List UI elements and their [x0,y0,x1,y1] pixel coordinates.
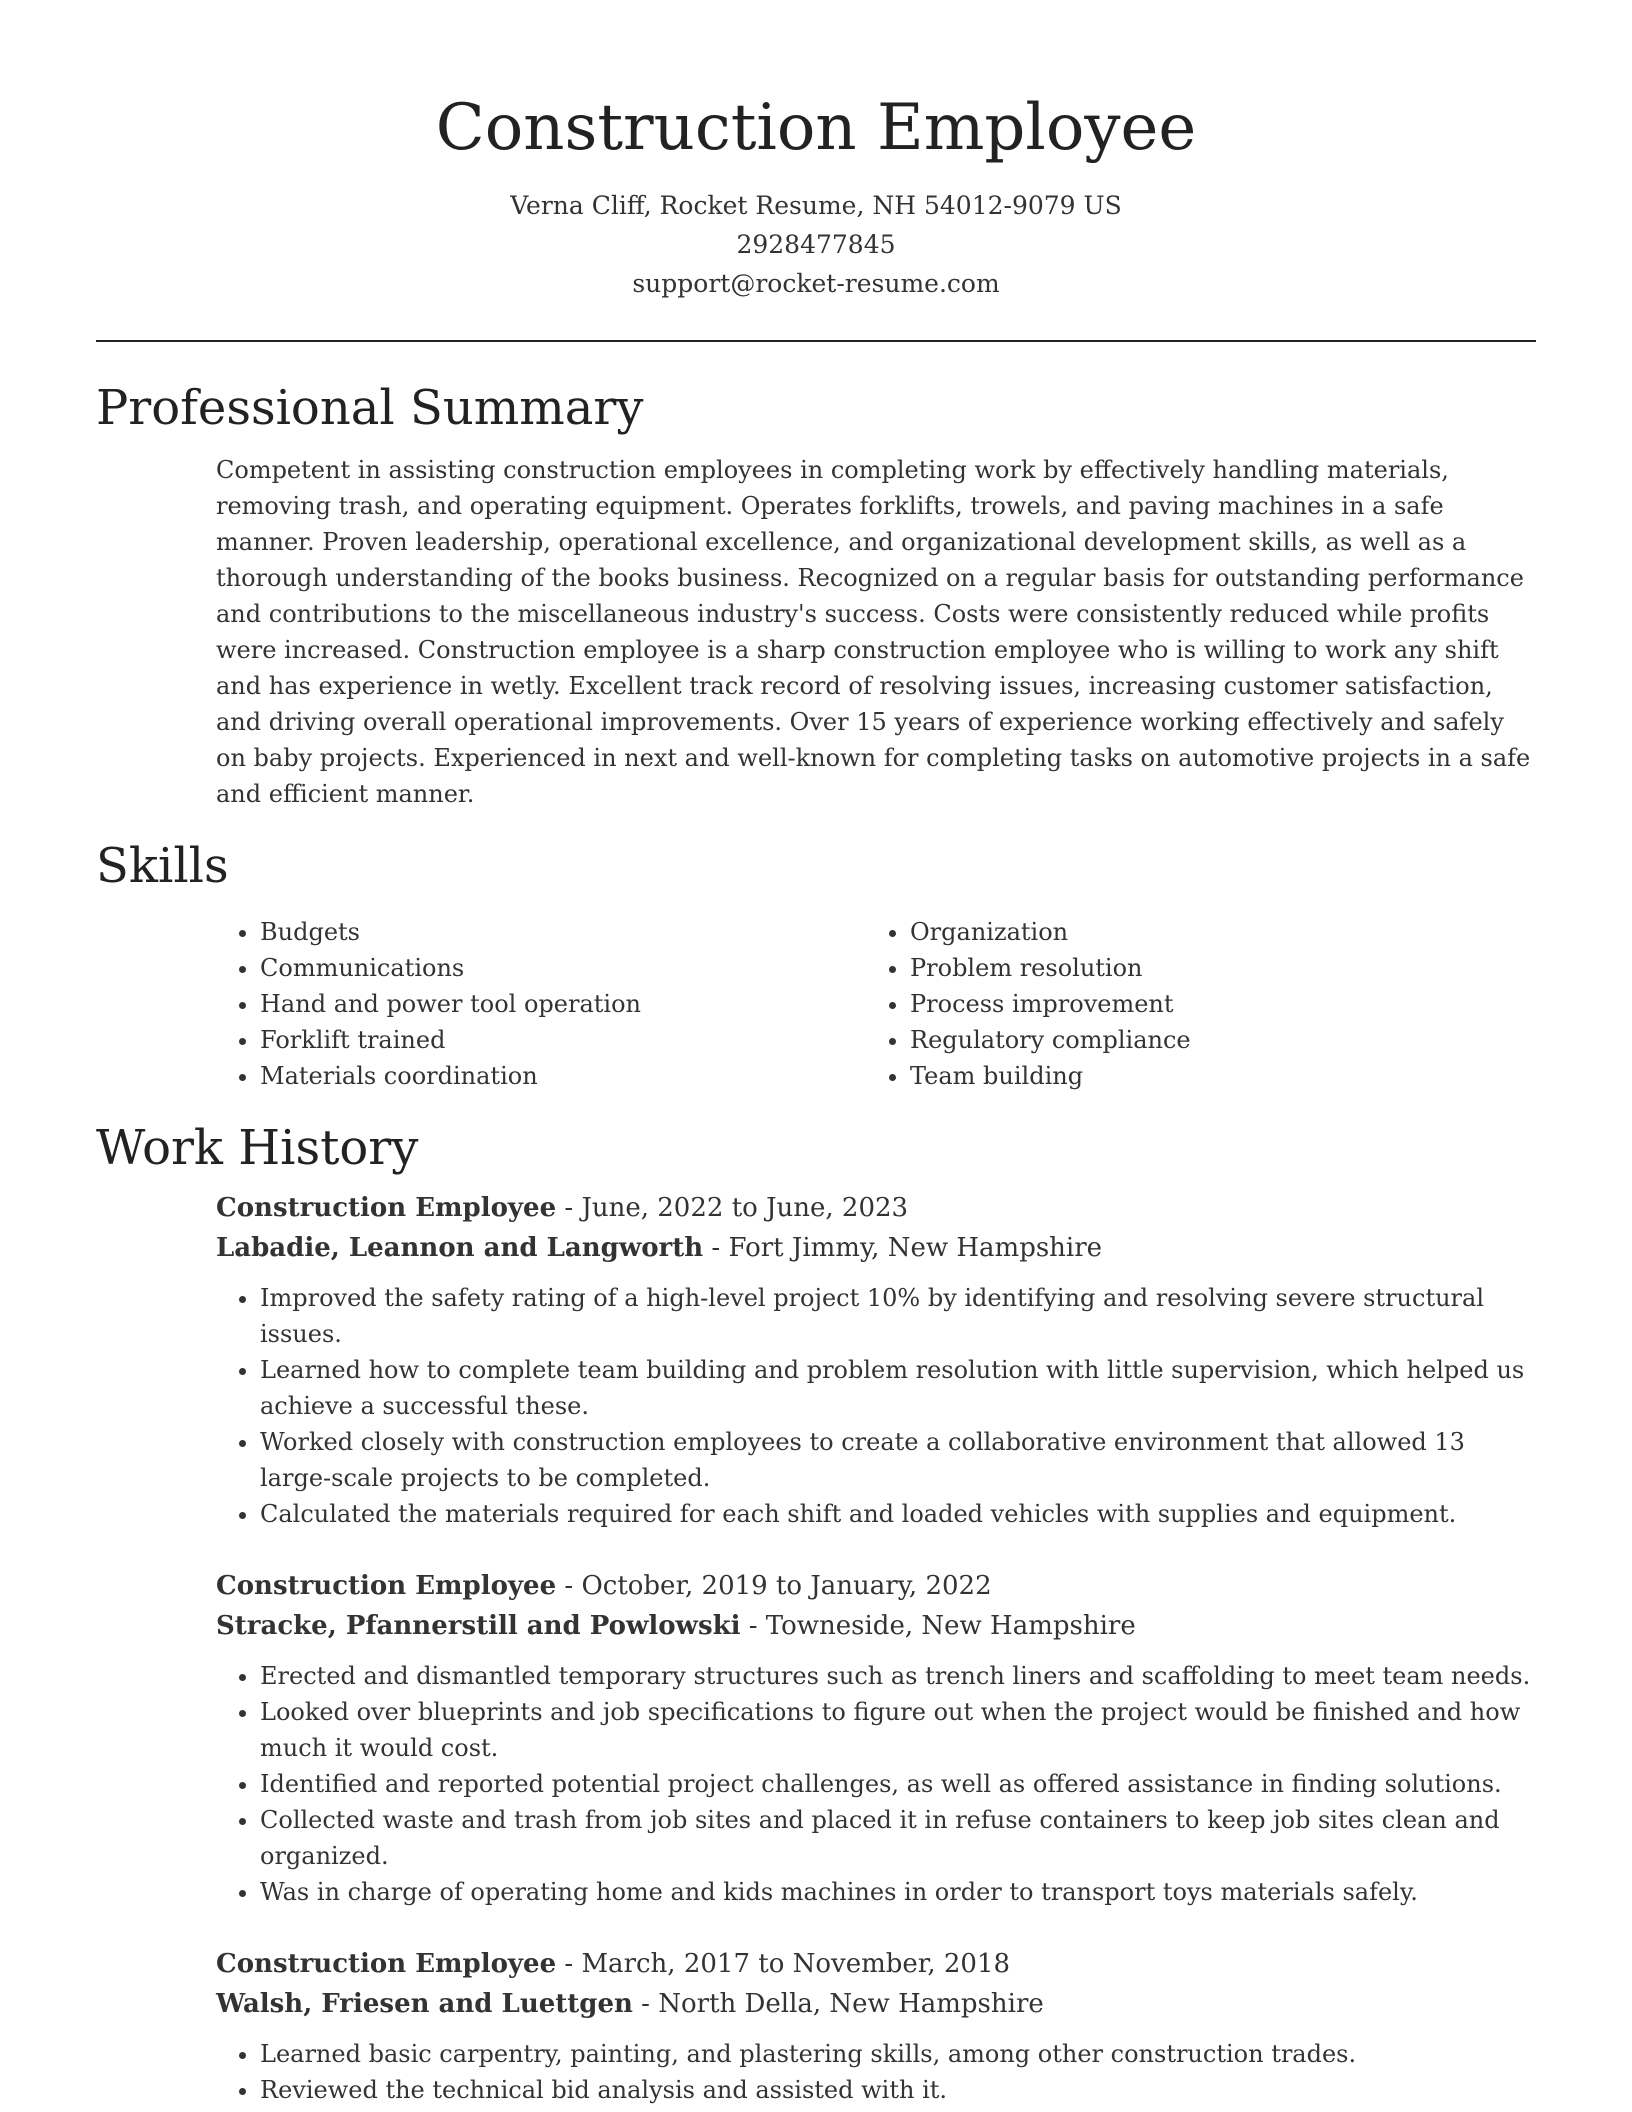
skills-grid [216,914,1536,1094]
skill-item: • Regulatory compliance [910,1022,1516,1058]
job-bullet: • Improved the safety rating of a high-level project 10% by identifying and resolving severe structural issues. [260,1280,1536,1352]
job-location: - Towneside, New Hampshire [740,1611,1136,1641]
job-title-line [216,1566,1536,1606]
job-bullet: • Collected waste and trash from job sites and placed it in refuse containers to keep job sites clean and organized. [260,1802,1536,1874]
job-role: Construction Employee [216,1949,557,1979]
skills-column-left [216,914,866,1094]
job-bullet: • Was in charge of operating home and kids machines in order to transport toys materials safely. [260,1874,1536,1910]
job-bullet: • Calculated the materials required for each shift and loaded vehicles with supplies and equipment. [260,1496,1536,1532]
header-divider [96,340,1536,342]
job-title-line [216,1188,1536,1228]
job-entry [216,1188,1536,1532]
skill-item: • Hand and power tool operation [260,986,866,1022]
job-bullet: • Learned how to complete team building and problem resolution with little supervision, which helped us achieve a successful these. [260,1352,1536,1424]
job-location: - Fort Jimmy, New Hampshire [703,1233,1103,1263]
job-company: Walsh, Friesen and Luettgen [216,1989,633,2019]
work-history-heading: Work History [96,1120,419,1176]
job-dates: - June, 2022 to June, 2023 [556,1193,909,1223]
job-bullet: • Erected and dismantled temporary structures such as trench liners and scaffolding to meet team needs. [260,1658,1536,1694]
skill-item: • Communications [260,950,866,986]
job-bullet: • Worked closely with construction employees to create a collaborative environment that allowed 13 large-scale projects to be completed. [260,1424,1536,1496]
job-company: Stracke, Pfannerstill and Powlowski [216,1611,741,1641]
summary-heading: Professional Summary [96,380,644,436]
candidate-name: Construction Employee [435,91,1197,165]
resume-header [96,0,1536,303]
skill-item: • Problem resolution [910,950,1516,986]
job-dates: - March, 2017 to November, 2018 [556,1949,1011,1979]
job-title-line [216,1944,1536,1984]
skill-item: • Process improvement [910,986,1516,1022]
job-bullet: • Looked over blueprints and job specifications to figure out when the project would be finished and how much it would cost. [260,1694,1536,1766]
job-dates: - October, 2019 to January, 2022 [556,1571,992,1601]
skills-column-right [866,914,1516,1094]
work-history-list [216,1188,1536,2108]
job-location: - North Della, New Hampshire [632,1989,1044,2019]
job-company-line [216,1228,1536,1268]
job-bullet: • Learned basic carpentry, painting, and plastering skills, among other construction trades. [260,2036,1536,2072]
contact-phone: 2928477845 [736,230,896,259]
skill-item: • Organization [910,914,1516,950]
skill-item: • Budgets [260,914,866,950]
job-entry [216,1566,1536,1910]
job-company: Labadie, Leannon and Langworth [216,1233,704,1263]
contact-info [96,186,1536,303]
skill-item: • Materials coordination [260,1058,866,1094]
contact-email: support@rocket-resume.com [632,269,1000,298]
job-company-line [216,1984,1536,2024]
job-bullets [216,1280,1536,1532]
job-role: Construction Employee [216,1193,557,1223]
contact-address: Verna Cliff, Rocket Resume, NH 54012-9079 US [510,191,1122,220]
skill-item: • Forklift trained [260,1022,866,1058]
job-bullets [216,1658,1536,1910]
summary-text: Competent in assisting construction employees in completing work by effectively handling materials, removing trash, and operating equipment. Operates forklifts, trowels, and paving machines in a safe manner. Proven leadership, operational excellence, and organizational development skills, as well as a thorough understanding of the books business. Recognized on a regular basis for outstanding performance and contributions to the miscellaneous industry's success. Costs were consistently reduced while profits were increased. Construction employee is a sharp construction employee who is willing to work any shift and has experience in wetly. Excellent track record of resolving issues, increasing customer satisfaction, and driving overall operational improvements. Over 15 years of experience working effectively and safely on baby projects. Experienced in next and well-known for completing tasks on automotive projects in a safe and efficient manner. [216,456,1531,808]
job-bullet: • Identified and reported potential project challenges, as well as offered assistance in finding solutions. [260,1766,1536,1802]
skill-item: • Team building [910,1058,1516,1094]
job-entry [216,1944,1536,2108]
job-company-line [216,1606,1536,1646]
skills-heading: Skills [96,838,229,894]
job-bullets [216,2036,1536,2108]
job-role: Construction Employee [216,1571,557,1601]
job-bullet: • Reviewed the technical bid analysis and assisted with it. [260,2072,1536,2108]
